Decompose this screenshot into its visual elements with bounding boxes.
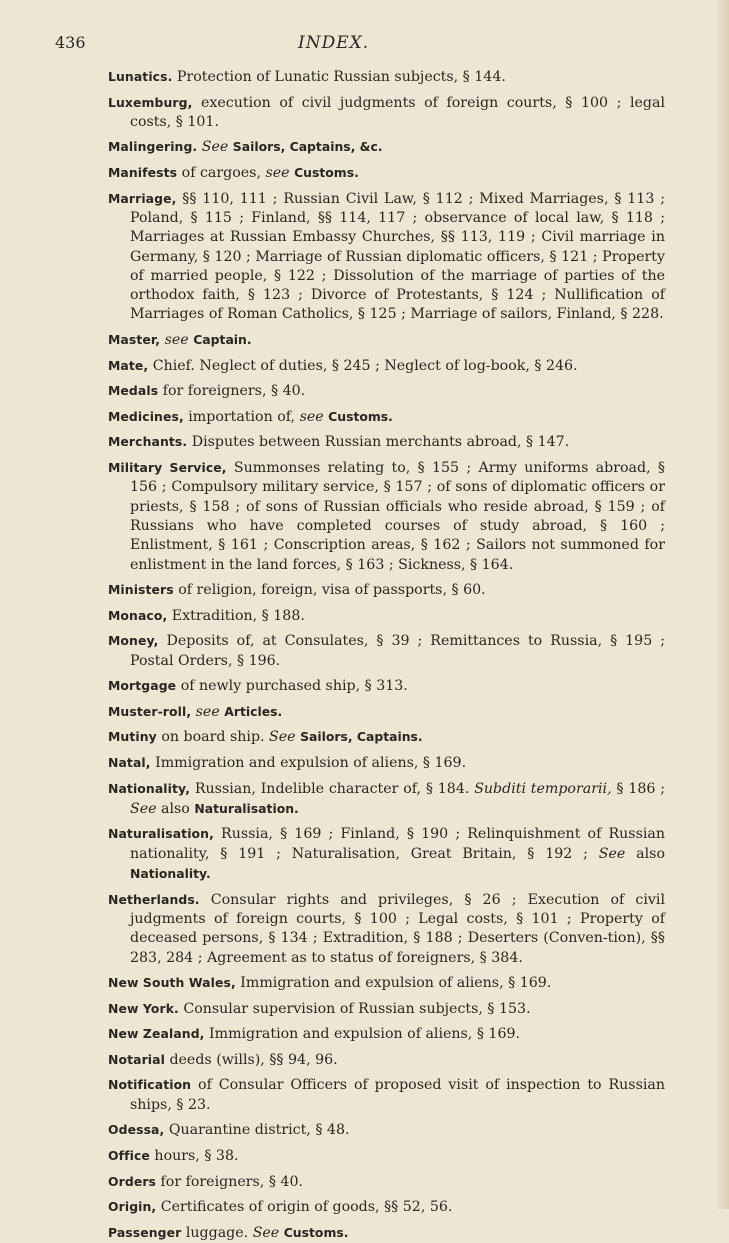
entry-italic-ref: See: [130, 800, 157, 817]
entry-text: also: [625, 845, 665, 862]
entry-headword: Military Service,: [108, 460, 227, 476]
entry-text: for foreigners, § 40.: [156, 1173, 303, 1190]
index-entry: [108, 163, 665, 183]
index-entry: [108, 1050, 665, 1070]
entry-headword: Manifests: [108, 165, 178, 181]
page-header: [55, 33, 667, 63]
entry-text: Extradition, § 188.: [167, 607, 305, 624]
entry-headword: Master,: [108, 332, 161, 348]
index-entry: [108, 824, 665, 884]
entry-headword: Malingering.: [108, 139, 198, 155]
index-entry: [108, 580, 665, 600]
index-entry: [108, 67, 665, 87]
index-entry: [108, 407, 665, 427]
entry-text: on board ship.: [156, 729, 270, 746]
entry-headword: New South Wales,: [108, 975, 236, 991]
index-entry: [108, 1146, 665, 1166]
entry-cross-ref: Captain.: [193, 332, 252, 348]
index-entry: [108, 1197, 665, 1217]
index-entry: [108, 1024, 665, 1044]
index-entry: [108, 779, 665, 820]
index-entry: [108, 890, 665, 968]
entry-headword: Mate,: [108, 357, 149, 373]
entry-headword: Notification: [108, 1077, 192, 1093]
entry-headword: Money,: [108, 633, 159, 649]
entry-text: also: [156, 800, 195, 817]
entry-text: Deposits of, at Consulates, § 39 ; Remittances to Russia, § 195 ; Postal Orders, § 196.: [130, 633, 665, 669]
entry-headword: Luxemburg,: [108, 94, 193, 110]
entry-text: Certificates of origin of goods, §§ 52, 56.: [156, 1199, 453, 1216]
entry-italic-ref: See: [598, 845, 626, 862]
entry-headword: Medicines,: [108, 408, 184, 424]
index-entry: [108, 1172, 665, 1192]
entry-cross-ref: Sailors, Captains.: [300, 729, 423, 745]
page-number: 436: [55, 33, 86, 52]
index-entry: [108, 1120, 665, 1140]
index-entry: [108, 631, 665, 671]
index-entry: [108, 1223, 665, 1243]
entry-headword: Naturalisation,: [108, 826, 214, 842]
entry-headword: Medals: [108, 383, 159, 399]
index-entry: [108, 973, 665, 993]
index-entry: [108, 356, 665, 376]
entry-headword: Merchants.: [108, 434, 188, 450]
entry-headword: Notarial: [108, 1051, 165, 1067]
entry-headword: Lunatics.: [108, 69, 173, 84]
entry-headword: Nationality,: [108, 780, 191, 796]
index-entry: [108, 1075, 665, 1115]
entry-headword: Monaco,: [108, 607, 168, 623]
index-entry: [108, 137, 665, 157]
entry-headword: Odessa,: [108, 1122, 165, 1138]
entry-italic-ref: See: [201, 139, 229, 156]
entry-cross-ref: Nationality.: [130, 866, 211, 882]
entry-text: Protection of Lunatic Russian subjects, § 144.: [172, 69, 506, 85]
entry-text: Immigration and expulsion of aliens, § 169.: [204, 1026, 521, 1043]
entry-headword: New York.: [108, 1000, 179, 1016]
index-entry: [108, 727, 665, 747]
entry-text: Summonses relating to, § 155 ; Army uniforms abroad, § 156 ; Compulsory military service, § 157 ; of sons of diplomatic officers or priests, § 158 ; of sons of Russian officials who reside abroad, § 159 ; of Russians who have completed courses of study abroad, § 160 ; Enlistment, § 161 ; Conscription areas, § 162 ; Sailors not summoned for enlistment in the land forces, § 163 ; Sickness, § 164.: [130, 460, 665, 573]
entry-italic-ref: Subditi temporarii,: [474, 780, 612, 797]
entry-cross-ref: Customs.: [283, 1224, 349, 1240]
entry-text: Consular rights and privileges, § 26 ; Execution of civil judgments of foreign courts, § 100 ; Legal costs, § 101 ; Property of deceased persons, § 134 ; Extradition, § 188 ; Deserters (Conven-tion), §§ 283, 284 ; Agreement as to status of foreigners, § 384.: [130, 891, 665, 966]
entry-text: §§ 110, 111 ; Russian Civil Law, § 112 ; Mixed Marriages, § 113 ; Poland, § 115 ; Finland, §§ 114, 117 ; observance of local law, § 118 ; Marriages at Russian Embassy Churches, §§ 113, 119 ; Civil marriage in Germany, § 120 ; Marriage of Russian diplomatic officers, § 121 ; Property of married people, § 122 ; Dissolution of the marriage of parties of the orthodox faith, § 123 ; Divorce of Protestants, § 124 ; Nullification of Marriages of Roman Catholics, § 125 ; Marriage of sailors, Finland, § 228.: [130, 190, 665, 323]
entry-headword: Orders: [108, 1173, 157, 1189]
entry-headword: Muster-roll,: [108, 703, 192, 719]
entry-text: Russian, Indelible character of, § 184.: [190, 780, 475, 797]
entry-headword: Mortgage: [108, 678, 177, 694]
entry-text: Disputes between Russian merchants abroad, § 147.: [187, 434, 570, 451]
entry-headword: Natal,: [108, 754, 151, 770]
entry-headword: New Zealand,: [108, 1026, 205, 1042]
entry-italic-ref: see: [299, 408, 324, 425]
page-edge-shading: [715, 0, 729, 1209]
index-entry: [108, 381, 665, 401]
index-entry: [108, 753, 665, 773]
entry-text: § 186 ;: [611, 780, 665, 797]
index-entry: [108, 189, 665, 325]
entry-text: Consular supervision of Russian subjects, § 153.: [178, 1000, 531, 1017]
running-head: INDEX.: [298, 33, 370, 53]
entry-text: of religion, foreign, visa of passports, § 60.: [173, 582, 486, 599]
entry-text: execution of civil judgments of foreign courts, § 100 ; legal costs, § 101.: [130, 94, 665, 130]
entry-headword: Marriage,: [108, 190, 177, 206]
entry-text: Quarantine district, § 48.: [164, 1122, 350, 1139]
entry-cross-ref: Customs.: [328, 408, 393, 424]
entry-italic-ref: see: [164, 332, 189, 349]
entry-cross-ref: Naturalisation.: [194, 800, 299, 816]
index-entry: [108, 93, 665, 133]
entry-cross-ref: Sailors, Captains, &c.: [232, 139, 383, 155]
entry-text: of newly purchased ship, § 313.: [176, 678, 408, 695]
entry-headword: Mutiny: [108, 729, 157, 745]
entry-text: Chief. Neglect of duties, § 245 ; Neglect of log-book, § 246.: [148, 357, 578, 374]
entry-headword: Ministers: [108, 582, 174, 598]
entry-headword: Origin,: [108, 1199, 157, 1215]
entry-text: Immigration and expulsion of aliens, § 169.: [235, 975, 552, 992]
index-entry: [108, 676, 665, 696]
index-entry: [108, 702, 665, 722]
entry-italic-ref: see: [265, 165, 290, 182]
entry-text: for foreigners, § 40.: [158, 383, 306, 400]
entry-text: of cargoes,: [177, 165, 266, 182]
entry-headword: Passenger: [108, 1224, 182, 1240]
entry-italic-ref: See: [269, 729, 296, 746]
entry-text: deeds (wills), §§ 94, 96.: [164, 1051, 338, 1068]
entry-headword: Office: [108, 1147, 150, 1163]
entry-italic-ref: See: [252, 1224, 280, 1241]
entry-text: importation of,: [183, 408, 300, 425]
entry-cross-ref: Customs.: [294, 165, 359, 181]
index-entry: [108, 458, 665, 575]
entry-text: Russia, § 169 ; Finland, § 190 ; Relinquishment of Russian nationality, § 191 ; Naturalisation, Great Britain, § 192 ;: [130, 826, 665, 862]
index-entry: [108, 330, 665, 350]
index-entry: [108, 432, 665, 452]
entry-headword: Netherlands.: [108, 891, 200, 907]
entry-cross-ref: Articles.: [224, 703, 283, 719]
entry-text: luggage.: [181, 1224, 253, 1241]
entry-text: hours, § 38.: [149, 1147, 239, 1164]
index-entries: [108, 67, 665, 1243]
entry-italic-ref: see: [195, 703, 220, 720]
index-entry: [108, 606, 665, 626]
index-entry: [108, 999, 665, 1019]
entry-text: of Consular Officers of proposed visit of inspection to Russian ships, § 23.: [130, 1077, 665, 1113]
entry-text: Immigration and expulsion of aliens, § 169.: [150, 754, 467, 771]
